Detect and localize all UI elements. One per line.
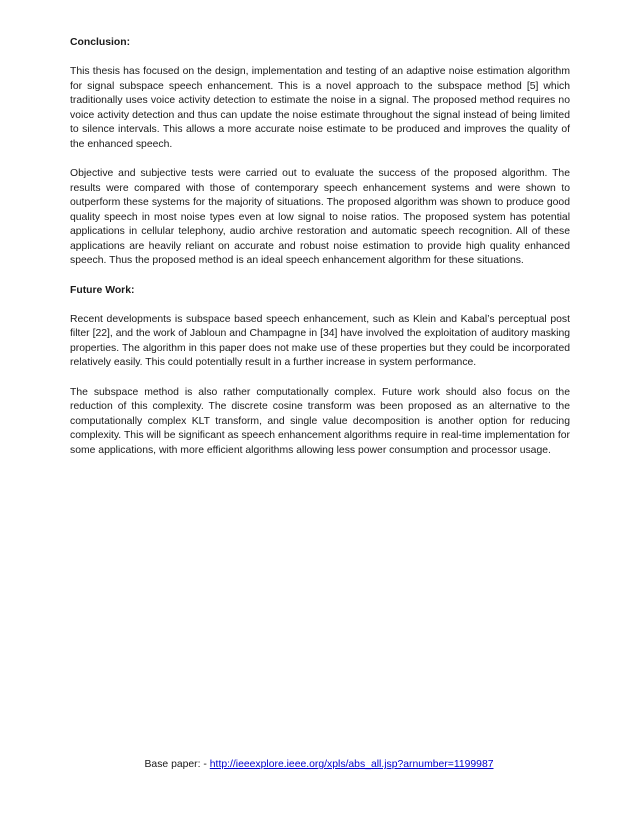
future-work-paragraph-2: The subspace method is also rather computationally complex. Future work should also focus on the reduction of this complexity. The discrete cosine transform was been proposed as an alternative to the computationally complex KLT transform, and single value decomposition is another option for reducing complexity. This will be significant as speech enhancement algorithms require in real-time implementation for some applications, with more efficient algorithms allowing less power consumption and processor usage. <box>70 386 570 456</box>
base-paper-label: Base paper: - <box>144 759 210 770</box>
future-work-heading: Future Work: <box>70 284 135 296</box>
document-body <box>70 36 570 473</box>
base-paper-link[interactable]: http://ieeexplore.ieee.org/xpls/abs_all.jsp?arnumber=1199987 <box>209 759 494 770</box>
conclusion-heading: Conclusion: <box>70 37 131 48</box>
future-work-paragraph-1: Recent developments is subspace based speech enhancement, such as Klein and Kabal’s perceptual post filter [22], and the work of Jabloun and Champagne in [34] have involved the exploitation of auditory masking properties. The algorithm in this paper does not make use of these properties but they could be incorporated relatively easily. This could potentially result in a further increase in system performance. <box>70 313 570 368</box>
conclusion-paragraph-1: This thesis has focused on the design, implementation and testing of an adaptive noise estimation algorithm for signal subspace speech enhancement. This is a novel approach to the subspace method [5] which traditionally uses voice activity detection to estimate the noise in a signal. The proposed method requires no voice activity detection and thus can update the noise estimate throughout the signal instead of being limited to silence intervals. This allows a more accurate noise estimate to be produced and improves the quality of the enhanced speech. <box>70 66 570 150</box>
conclusion-paragraph-2: Objective and subjective tests were carried out to evaluate the success of the proposed algorithm. The results were compared with those of contemporary speech enhancement systems and were shown to outperform these systems for the majority of situations. The proposed algorithm was shown to produce good quality speech in most noise types even at low signal to noise ratios. The proposed system has potential applications in cellular telephony, audio archive restoration and automatic speech recognition. All of these applications are heavily reliant on accurate and robust noise estimation to provide high quality enhanced speech. Thus the proposed method is an ideal speech enhancement algorithm for these situations. <box>70 168 570 266</box>
base-paper-footer <box>0 758 638 772</box>
